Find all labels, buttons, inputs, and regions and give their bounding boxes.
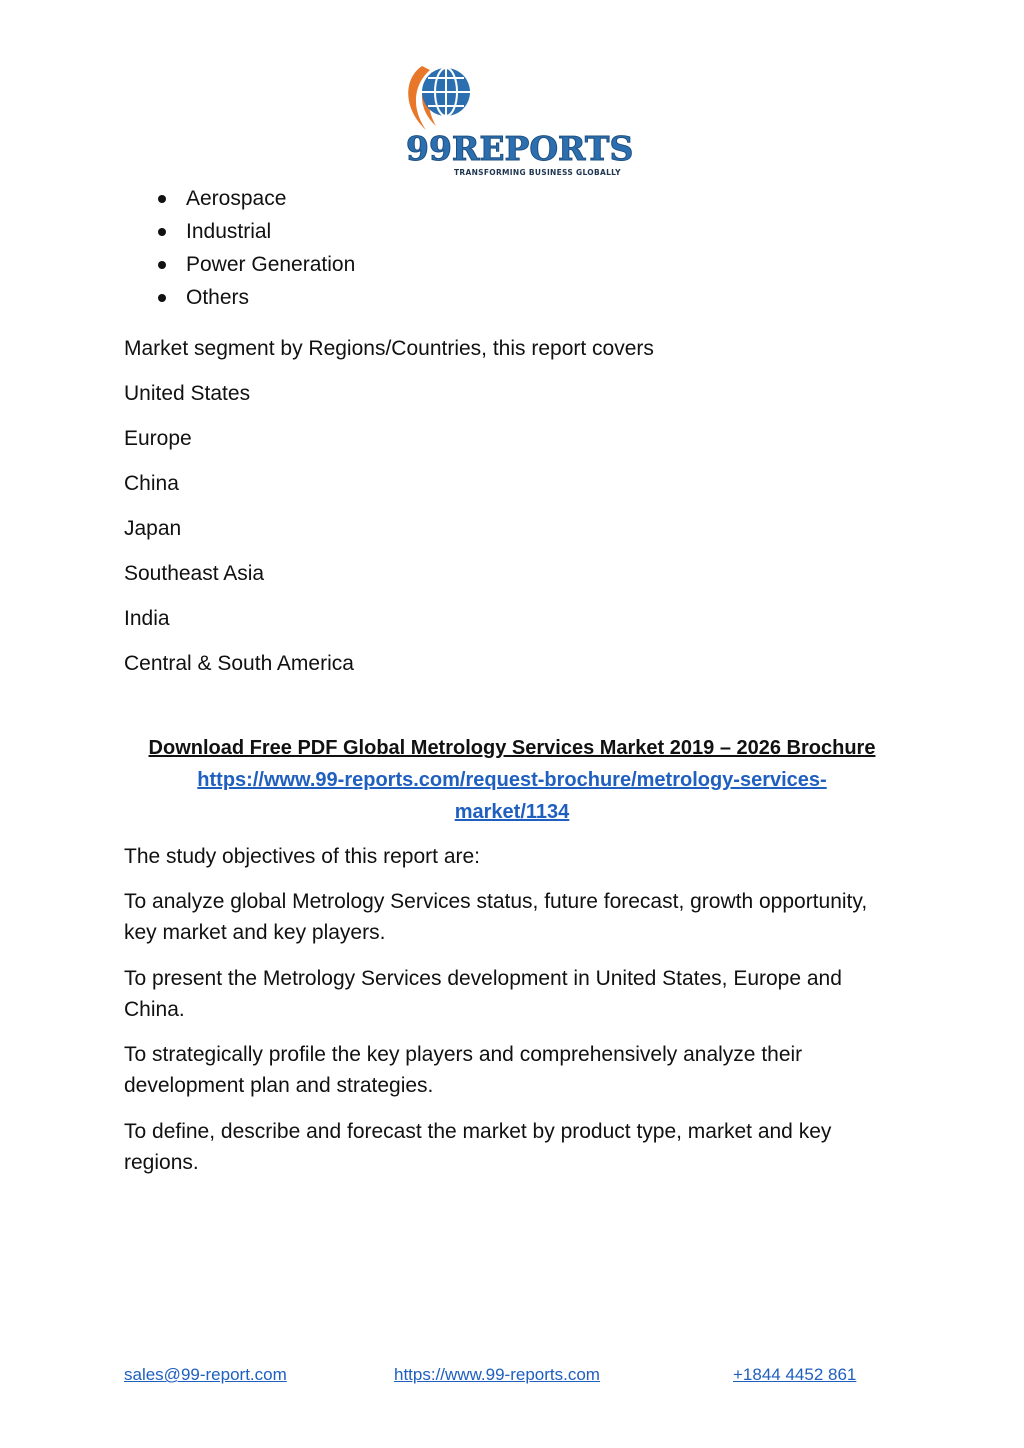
objective-paragraph: To define, describe and forecast the market by product type, market and key regions.: [124, 1120, 832, 1174]
footer-phone-link[interactable]: +1844 4452 861: [733, 1365, 857, 1384]
list-item: India: [124, 607, 170, 630]
bullet-icon: [158, 261, 166, 269]
bullet-icon: [158, 195, 166, 203]
list-item: Industrial: [124, 215, 355, 248]
list-item: Europe: [124, 427, 192, 450]
logo-tagline: TRANSFORMING BUSINESS GLOBALLY: [454, 168, 621, 177]
list-item: Aerospace: [124, 182, 355, 215]
objectives-intro: The study objectives of this report are:: [124, 845, 481, 868]
regions-intro: Market segment by Regions/Countries, this report covers: [124, 337, 654, 360]
list-item: Central & South America: [124, 652, 354, 675]
brochure-link-line1[interactable]: https://www.99-reports.com/request-brochure/metrology-services-: [197, 769, 827, 791]
list-item: Southeast Asia: [124, 562, 265, 585]
footer-email-link[interactable]: sales@99-report.com: [124, 1365, 287, 1384]
list-item: United States: [124, 382, 251, 405]
objective-paragraph: To strategically profile the key players and comprehensively analyze their development plan and strategies.: [124, 1043, 803, 1097]
download-title: Download Free PDF Global Metrology Services Market 2019 – 2026 Brochure: [148, 737, 876, 759]
bullet-icon: [158, 294, 166, 302]
brochure-link-line2[interactable]: market/1134: [454, 801, 570, 823]
application-bullet-list: [124, 182, 355, 314]
bullet-icon: [158, 228, 166, 236]
list-item: China: [124, 472, 179, 495]
objective-paragraph: To present the Metrology Services development in United States, Europe and China.: [124, 967, 842, 1021]
list-item: Power Generation: [124, 248, 355, 281]
list-item: Others: [124, 281, 355, 314]
globe-icon: [402, 60, 624, 140]
list-item: Japan: [124, 517, 182, 540]
objective-paragraph: To analyze global Metrology Services status, future forecast, growth opportunity, key market and key players.: [124, 890, 868, 944]
logo-wordmark: 99REPORTS: [406, 129, 634, 168]
brochure-link[interactable]: [140, 764, 884, 828]
company-logo: [402, 60, 634, 182]
footer-website-link[interactable]: https://www.99-reports.com: [394, 1365, 600, 1384]
regions-list: [124, 326, 654, 686]
